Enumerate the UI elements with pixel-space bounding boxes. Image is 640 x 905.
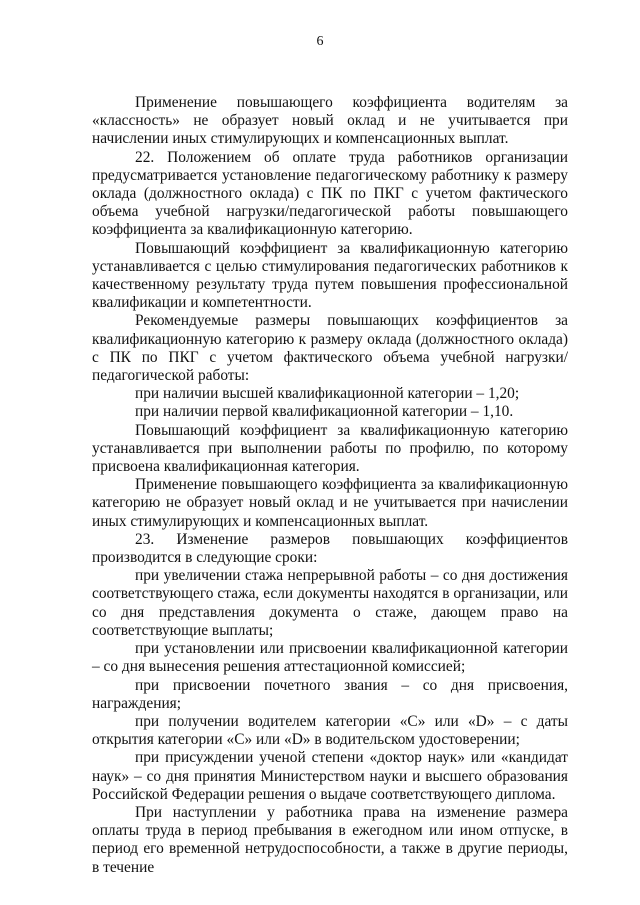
- paragraph-profile-work: Повышающий коэффициент за квалификационную категорию устанавливается при выполнении работы по профилю, по которому присвоена квалификационная категория.: [92, 421, 568, 476]
- paragraph-clause-23: 23. Изменение размеров повышающих коэффициентов производится в следующие сроки:: [92, 530, 568, 567]
- paragraph-category-purpose: Повышающий коэффициент за квалификационную категорию устанавливается с целью стимулирования педагогических работников к качественному результату труда путем повышения профессиональной квалификации и компетентности.: [92, 239, 568, 312]
- list-item-academic-degree: при присуждении ученой степени «доктор наук» или «кандидат наук» – со дня принятия Министерством науки и высшего образования Российской Федерации решения о выдаче соответствующего диплома.: [92, 749, 568, 803]
- page-number: 6: [316, 34, 324, 49]
- paragraph-classness: Применение повышающего коэффициента водителям за «классность» не образует новый оклад и не учитывается при начислении иных стимулирующих и компенсационных выплат.: [92, 94, 568, 148]
- list-item-qualification-category: при установлении или присвоении квалификационной категории – со дня вынесения решения аттестационной комиссией;: [92, 640, 568, 676]
- document-body: [92, 94, 568, 877]
- paragraph-recommended-sizes: Рекомендуемые размеры повышающих коэффициентов за квалификационную категорию к размеру оклада (должностного оклада) с ПК по ПКГ с учетом фактического объема учебной нагрузки/педагогической работы:: [92, 312, 568, 385]
- paragraph-clause-22: 22. Положением об оплате труда работников организации предусматривается установление педагогическому работнику к размеру оклада (должностного оклада) с ПК по ПКГ с учетом фактического объема учебной нагрузки/педагогической работы повышающего коэффициента за квалификационную категорию.: [92, 148, 568, 239]
- list-item-first-category: при наличии первой квалификационной категории – 1,10.: [135, 403, 514, 421]
- list-item-driver-category: при получении водителем категории «С» или «D» – с даты открытия категории «С» или «D» в водительском удостоверении;: [92, 712, 568, 749]
- list-item-work-experience: при увеличении стажа непрерывной работы – со дня достижения соответствующего стажа, если документы находятся в организации, или со дня представления документа о стаже, дающем право на соответствующие выплаты;: [92, 567, 568, 639]
- paragraph-vacation-period: При наступлении у работника права на изменение размера оплаты труда в период пребывания в ежегодном или ином отпуске, в период его временной нетрудоспособности, а также в другие периоды, в течение: [92, 803, 568, 876]
- list-item-honorary-title: при присвоении почетного звания – со дня присвоения, награждения;: [92, 676, 568, 712]
- paragraph-category-application: Применение повышающего коэффициента за квалификационную категорию не образует новый оклад и не учитывается при начислении иных стимулирующих и компенсационных выплат.: [92, 476, 568, 530]
- list-item-highest-category: при наличии высшей квалификационной категории – 1,20;: [135, 385, 520, 403]
